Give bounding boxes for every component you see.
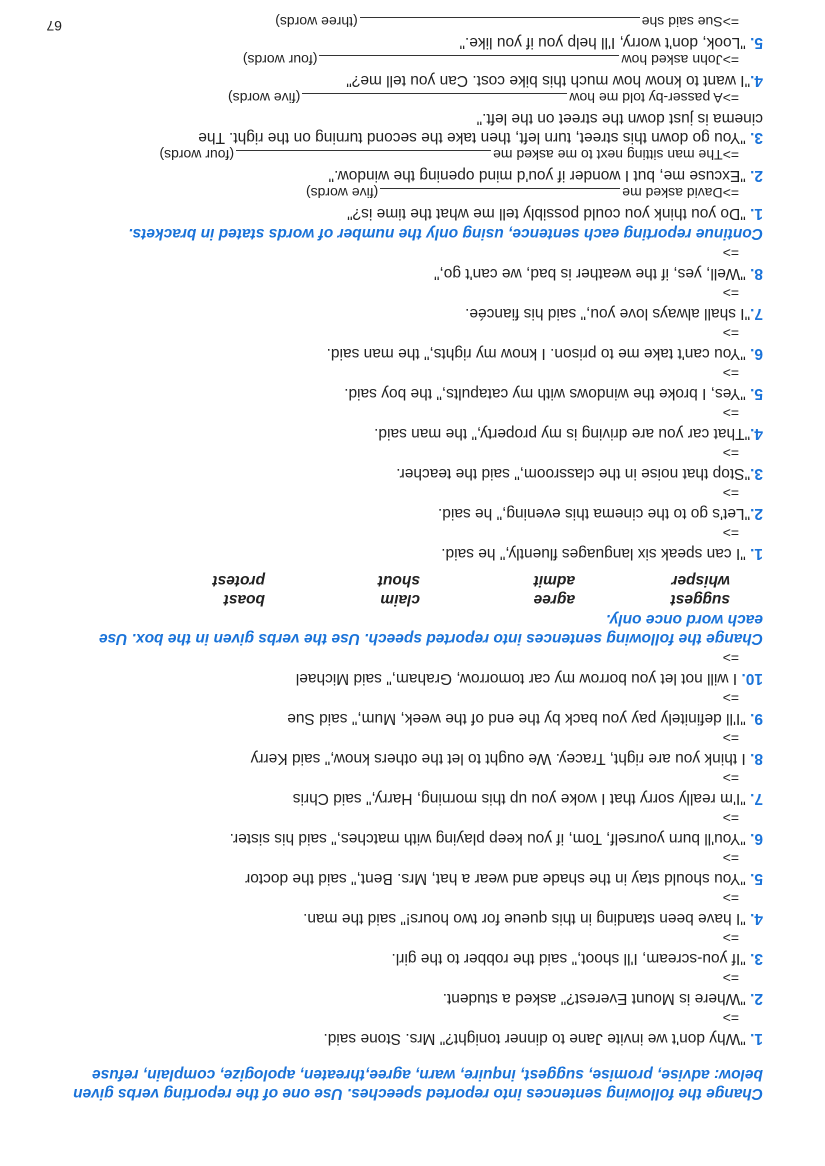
answer-blank[interactable] xyxy=(302,93,567,108)
item-text: "I have been standing in this queue for two hours!" said the man. xyxy=(303,910,751,927)
item-number: 2. xyxy=(750,990,763,1007)
answer-prompt: => xyxy=(722,365,739,381)
word-count: (five words) xyxy=(305,185,379,201)
answer-lead: =>David asked me xyxy=(622,185,739,201)
answer-lead: =>John asked how xyxy=(621,52,739,68)
s3-answer-line-3 xyxy=(228,90,739,108)
item-text: "Well, yes, if the weather is bad, we can't go," xyxy=(433,265,751,282)
item-number: 5. xyxy=(750,870,763,887)
s3-item-5 xyxy=(43,33,763,52)
answer-prompt: => xyxy=(722,810,739,826)
answer-blank[interactable] xyxy=(380,188,620,203)
verb-word: boast xyxy=(223,591,265,608)
item-text: "Where is Mount Everest?" asked a student. xyxy=(442,990,751,1007)
item-number: 7. xyxy=(750,305,763,322)
answer-blank[interactable] xyxy=(360,17,640,32)
s3-answer-line-1 xyxy=(306,185,739,203)
word-count: (four words) xyxy=(242,52,318,68)
section2-heading: Change the following sentences into reported speech. Use the verbs given in the box. Use each word once only. xyxy=(98,611,763,647)
item-number: 2. xyxy=(750,505,763,522)
s2-item-2 xyxy=(43,504,763,523)
item-text: "Look, don't worry, I'll help you if you like." xyxy=(459,34,751,51)
item-text: I think you are right, Tracey. We ought to let the others know," said Kerry xyxy=(250,750,751,767)
section1-heading: Change the following sentences into reported speeches. Use one of the reporting verbs given below: advise, promise, suggest, inquire, warn, agree,threaten, apologize, complain, refuse xyxy=(73,1066,763,1102)
answer-prompt: => xyxy=(722,405,739,421)
answer-blank[interactable] xyxy=(319,55,619,70)
item-number: 5. xyxy=(750,34,763,51)
verb-word: suggest xyxy=(670,591,730,608)
item-text: "Stop that noise in the classroom," said the teacher. xyxy=(396,465,751,482)
s3-answer-line-5 xyxy=(275,14,739,32)
word-count: (five words) xyxy=(227,90,301,106)
answer-lead: =>A passer-by told me how xyxy=(569,90,739,106)
item-text: "Do you think you could possibly tell me what the time is?" xyxy=(347,205,751,222)
s2-item-5 xyxy=(43,384,763,403)
answer-prompt: => xyxy=(722,890,739,906)
answer-prompt: => xyxy=(722,770,739,786)
item-text: "I can speak six languages fluently," he said. xyxy=(441,545,751,562)
item-text: "If you-scream, I'll shoot," said the robber to the girl. xyxy=(391,950,751,967)
answer-prompt: => xyxy=(722,1010,739,1026)
item-number: 2. xyxy=(750,167,763,184)
item-number: 3. xyxy=(750,465,763,482)
item-text: "Excuse me, but I wonder if you'd mind opening the window." xyxy=(328,167,751,184)
verb-word: admit xyxy=(533,572,575,589)
verb-word: shout xyxy=(377,572,420,589)
s1-item-5 xyxy=(43,869,763,888)
item-number: 1. xyxy=(750,1030,763,1047)
s3-item-4 xyxy=(43,71,763,90)
s3-item-3 xyxy=(153,109,763,147)
item-text: "Why don't we invite Jane to dinner tonight?" Mrs. Stone said. xyxy=(323,1030,751,1047)
s3-answer-line-2 xyxy=(159,147,739,165)
item-text: "You can't take me to prison. I know my rights," the man said. xyxy=(326,345,751,362)
item-number: 8. xyxy=(750,265,763,282)
s2-item-8 xyxy=(43,264,763,283)
s1-item-2 xyxy=(43,989,763,1008)
item-text: "I'll definitely pay you back by the end of the week, Mum," said Sue xyxy=(287,710,751,727)
item-text: "That car you are driving is my property," the man said. xyxy=(374,425,751,442)
verb-word: whisper xyxy=(671,572,730,589)
item-text: "You should stay in the shade and wear a hat, Mrs. Bent," said the doctor xyxy=(245,870,751,887)
answer-prompt: => xyxy=(722,690,739,706)
item-number: 1. xyxy=(750,545,763,562)
s1-item-3 xyxy=(43,949,763,968)
verb-word: protest xyxy=(212,572,265,589)
item-text: I will not let you borrow my car tomorrow, Graham," said Michael xyxy=(295,670,742,687)
item-number: 7. xyxy=(750,790,763,807)
verb-word: claim xyxy=(380,591,420,608)
item-text: "I want to know how much this bike cost. Can you tell me?" xyxy=(346,72,751,89)
s2-item-7 xyxy=(43,304,763,323)
item-number: 9. xyxy=(750,710,763,727)
answer-blank[interactable] xyxy=(236,150,491,165)
answer-prompt: => xyxy=(722,485,739,501)
s3-item-1 xyxy=(43,204,763,223)
item-text: "I shall always love you," said his fiancée. xyxy=(465,305,751,322)
answer-prompt: => xyxy=(722,325,739,341)
s2-item-4 xyxy=(43,424,763,443)
s2-item-6 xyxy=(43,344,763,363)
item-text: "Let's go to the cinema this evening," he said. xyxy=(437,505,751,522)
s3-answer-line-4 xyxy=(243,52,739,70)
item-number: 4. xyxy=(750,425,763,442)
answer-prompt: => xyxy=(722,245,739,261)
item-text: "Yes, I broke the windows with my catapults," the boy said. xyxy=(344,385,751,402)
s1-item-6 xyxy=(43,829,763,848)
answer-prompt: => xyxy=(722,930,739,946)
word-count: (four words) xyxy=(159,147,235,163)
answer-prompt: => xyxy=(722,525,739,541)
item-text: "You go down this street, turn left, then take the second turning on the right. The cinema is just down the street on the left." xyxy=(198,110,763,146)
answer-prompt: => xyxy=(722,285,739,301)
s1-item-7 xyxy=(43,789,763,808)
verb-word: agree xyxy=(533,591,575,608)
item-text: "I'm really sorry that I woke you up this morning, Harry," said Chris xyxy=(292,790,751,807)
word-count: (three words) xyxy=(275,14,358,30)
s2-item-3 xyxy=(43,464,763,483)
page-number: 67 xyxy=(46,18,62,34)
item-number: 8. xyxy=(750,750,763,767)
item-number: 4. xyxy=(750,72,763,89)
item-number: 5. xyxy=(750,385,763,402)
item-number: 10. xyxy=(741,670,763,687)
answer-prompt: => xyxy=(722,445,739,461)
s1-item-4 xyxy=(43,909,763,928)
item-number: 3. xyxy=(750,129,763,146)
answer-prompt: => xyxy=(722,970,739,986)
s1-item-1 xyxy=(43,1029,763,1048)
s1-item-10 xyxy=(43,669,763,688)
item-number: 1. xyxy=(750,205,763,222)
item-number: 6. xyxy=(750,345,763,362)
item-number: 3. xyxy=(750,950,763,967)
answer-prompt: => xyxy=(722,850,739,866)
item-number: 4. xyxy=(750,910,763,927)
section3-heading: Continue reporting each sentence, using only the number of words stated in brackets. xyxy=(128,225,763,242)
answer-prompt: => xyxy=(722,650,739,666)
s3-item-2 xyxy=(43,166,763,185)
s2-item-1 xyxy=(43,544,763,563)
item-text: "You'll burn yourself, Tom, if you keep playing with matches," said his sister. xyxy=(229,830,751,847)
item-number: 6. xyxy=(750,830,763,847)
answer-prompt: => xyxy=(722,730,739,746)
s1-item-8 xyxy=(43,749,763,768)
verb-box xyxy=(110,571,730,609)
answer-lead: =>The man sitting next to me asked me xyxy=(493,147,739,163)
s1-item-9 xyxy=(43,709,763,728)
answer-lead: =>Sue said she xyxy=(641,14,739,30)
